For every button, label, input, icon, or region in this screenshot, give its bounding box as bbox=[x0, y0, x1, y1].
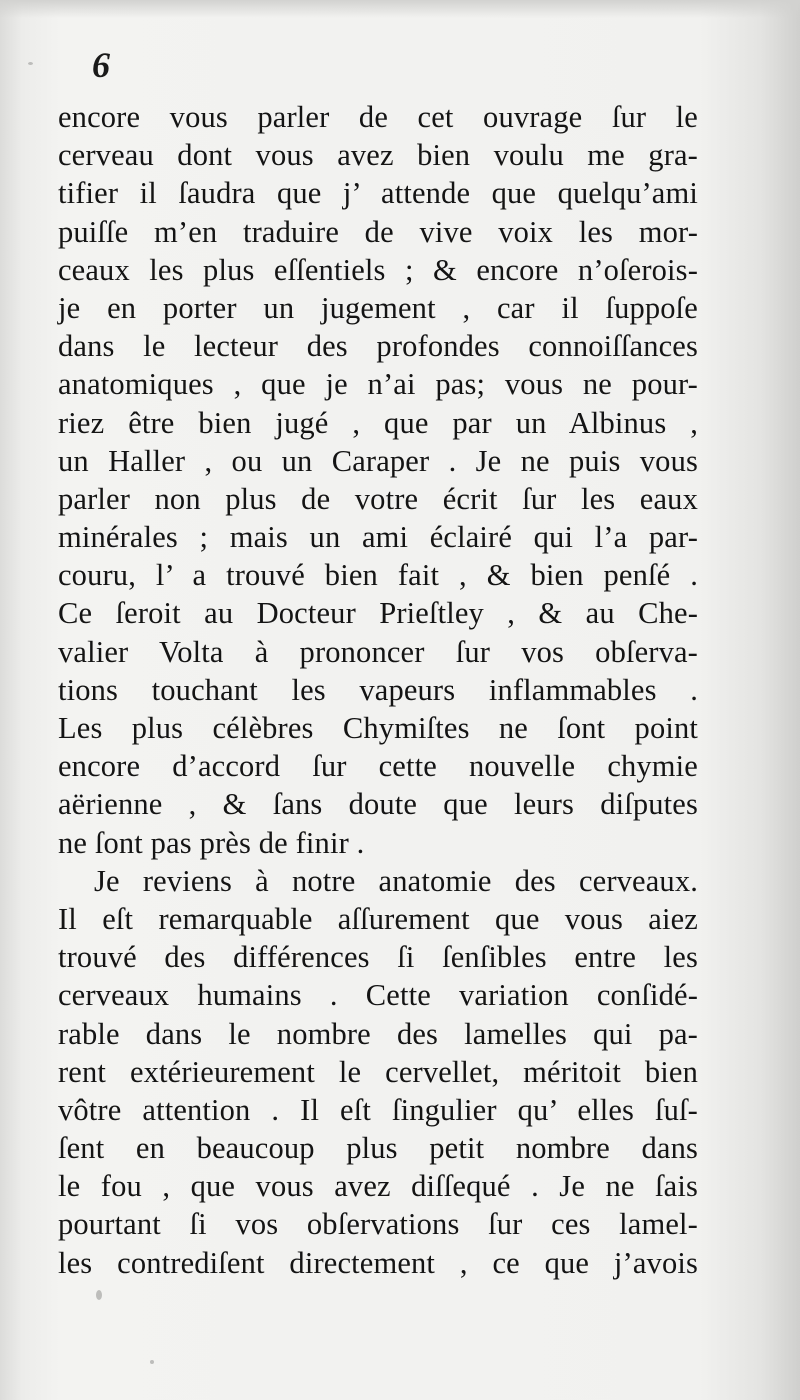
text-line: dans le lecteur des profondes connoiſſances bbox=[58, 329, 698, 364]
text-line: tions touchant les vapeurs inflammables . bbox=[58, 672, 698, 707]
page-edge-shadow bbox=[0, 0, 800, 18]
text-line: ſent en beaucoup plus petit nombre dans bbox=[58, 1131, 698, 1166]
text-line: Il eſt remarquable aſſurement que vous aiez bbox=[58, 901, 698, 936]
text-line: cerveau dont vous avez bien voulu me gra- bbox=[58, 138, 698, 173]
text-line: riez être bien jugé , que par un Albinus , bbox=[58, 405, 698, 440]
text-line: encore vous parler de cet ouvrage ſur le bbox=[58, 100, 698, 134]
text-line: un Haller , ou un Caraper . Je ne puis vous bbox=[58, 443, 698, 478]
text-line: rent extérieurement le cervellet, méritoit bien bbox=[58, 1054, 698, 1089]
text-line: le fou , que vous avez diſſequé . Je ne ſais bbox=[58, 1169, 698, 1204]
text-line: encore d’accord ſur cette nouvelle chymie bbox=[58, 749, 698, 784]
page-number: 6 bbox=[92, 45, 110, 85]
paper-speck bbox=[150, 1360, 154, 1364]
text-line: minérales ; mais un ami éclairé qui l’a par- bbox=[58, 520, 698, 555]
text-line: Ce ſeroit au Docteur Prieſtley , & au Che- bbox=[58, 596, 698, 631]
paper-speck bbox=[28, 62, 33, 65]
text-line: pourtant ſi vos obſervations ſur ces lamel- bbox=[58, 1207, 698, 1242]
text-line: puiſſe m’en traduire de vive voix les mor- bbox=[58, 214, 698, 249]
text-line: je en porter un jugement , car il ſuppoſe bbox=[58, 290, 698, 325]
text-line: trouvé des différences ſi ſenſibles entre les bbox=[58, 940, 698, 975]
text-line: cerveaux humains . Cette variation conſidé- bbox=[58, 978, 698, 1013]
paper-speck bbox=[96, 1290, 102, 1300]
text-line: les contrediſent directement , ce que j’avois bbox=[58, 1245, 698, 1280]
text-line: Les plus célèbres Chymiſtes ne ſont point bbox=[58, 711, 698, 745]
paragraph-start-line: Je reviens à notre anatomie des cerveaux. bbox=[94, 863, 698, 898]
text-line: couru, l’ a trouvé bien fait , & bien penſé . bbox=[58, 558, 698, 593]
text-line: anatomiques , que je n’ai pas; vous ne pour- bbox=[58, 367, 698, 402]
paragraph-end-line: ne ſont pas près de finir . bbox=[58, 825, 365, 860]
text-line: rable dans le nombre des lamelles qui pa- bbox=[58, 1016, 698, 1051]
text-line: ceaux les plus eſſentiels ; & encore n’oſerois- bbox=[58, 252, 698, 287]
text-line: vôtre attention . Il eſt ſingulier qu’ elles ſuſ- bbox=[58, 1092, 698, 1127]
body-text bbox=[58, 98, 698, 1282]
text-line: tifier il ſaudra que j’ attende que quelqu’ami bbox=[58, 176, 698, 211]
text-line: parler non plus de votre écrit ſur les eaux bbox=[58, 481, 698, 516]
text-line: aërienne , & ſans doute que leurs diſputes bbox=[58, 787, 698, 822]
text-line: valier Volta à prononcer ſur vos obſerva- bbox=[58, 634, 698, 669]
